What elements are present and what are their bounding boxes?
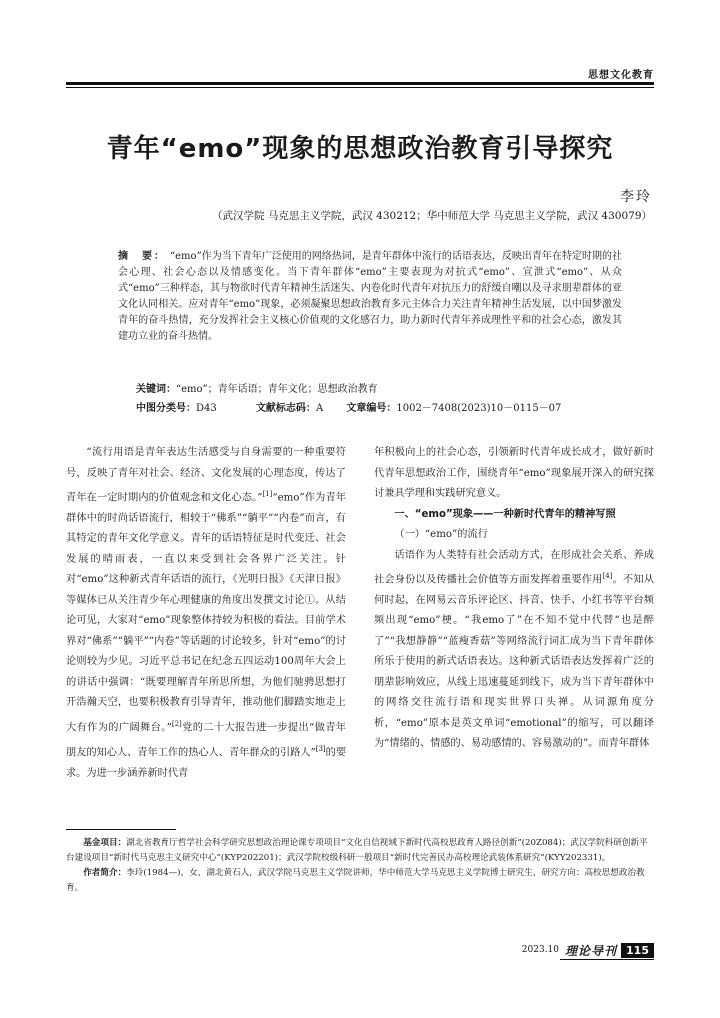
citation-ref[interactable]: [4] — [602, 572, 613, 580]
article-no-label: 文章编号： — [346, 403, 397, 414]
section-heading: 一、“emo”现象——一种新时代青年的精神写照 — [394, 508, 616, 520]
citation-ref[interactable]: [3] — [315, 744, 326, 753]
abstract — [118, 249, 622, 345]
classification-line — [136, 401, 573, 417]
doc-code-value: A — [315, 403, 324, 414]
author-note: 作者简介：李玲(1984—)，女，湖北黄石人，武汉学院马克思主义学院讲师，华中师范大学马克思主义学院博士研究生，研究方向：高校思想政治教育。 — [66, 868, 645, 893]
body-column-right — [374, 443, 654, 755]
author-affiliation: （武汉学院 马克思主义学院，武汉 430212；华中师范大学 马克思主义学院，武汉 430079） — [211, 210, 652, 222]
keywords-label: 关键词： — [136, 384, 176, 395]
author-bio-label: 作者简介： — [83, 868, 127, 878]
abstract-text: “emo”作为当下青年广泛使用的网络热词，是青年群体中流行的话语表达，反映出青年在特定时期的社会心理、社会心态以及情感变化。当下青年群体“emo”主要表现为对抗式“emo”、宣泄式“emo”、从众式“emo”三种样态，其与物欲时代青年精神生活迷失、内卷化时代青年对抗压力的舒缓自嘲以及寻求朋辈群体的亚文化认同相关。应对青年“emo”现象，必须凝聚思想政治教育多元主体合力关注青年精神生活发展，以中国梦激发青年的奋斗热情，充分发挥社会主义核心价值观的文化感召力，助力新时代青年养成理性平和的社会心态，激发其建功立业的奋斗热情。 — [118, 251, 622, 342]
article-author: 李玲 — [620, 189, 652, 205]
clc-value: D43 — [196, 403, 217, 414]
fund-label: 基金项目： — [83, 838, 127, 848]
footnotes — [66, 836, 654, 896]
running-header-section: 思想文化教育 — [588, 70, 654, 81]
keywords: “emo”；青年话语；青年文化；思想政治教育 — [176, 384, 378, 395]
citation-ref[interactable]: [1] — [262, 490, 273, 498]
body-paragraph: 年积极向上的社会心态，引领新时代青年成长成才，做好新时代青年思想政治工作，围绕青年“emo”现象展开深入的研究探讨兼具学理和实践研究意义。 — [374, 447, 654, 499]
fund-note: 基金项目：湖北省教育厅哲学社会科学研究思想政治理论课专项项目“文化自信视域下新时代高校思政育人路径创新”(20Z084)；武汉学院科研创新平台建设项目“新时代马克思主义研究中心”(KYP202201)；武汉学院校级科研一般项目“新时代完善民办高校理论武装体系研究”(KYY202331)。 — [66, 838, 648, 863]
footer-issue: 2023.10 — [521, 945, 560, 955]
abstract-label: 摘 要： — [118, 251, 167, 262]
footer-journal-name: 理论导刊 — [565, 943, 618, 958]
article-no-value: 1002－7408(2023)10－0115－07 — [396, 403, 562, 414]
page-footer — [522, 941, 654, 959]
body-paragraph: “流行用语是青年表达生活感受与自身需要的一种重要符号，反映了青年对社会、经济、文化发展的心理态度，传达了青年在一定时期内的价值观念和文化心态。”[1]“emo”作为青年群体中的时尚话语流行，相较于“佛系”“躺平”“内卷”而言，有其特定的青年文化学意义。青年的话语特征是时代变迁、社会发展的晴雨表，一直以来受到社会各界广泛关注。针对“emo”这种新式青年话语的流行，《光明日报》《天津日报》等媒体已从关注青少年心理健康的角度出发撰文讨论①。从结论可见，大家对“emo”现象整体持较为积极的看法。目前学术界对“佛系”“躺平”“内卷”等话题的讨论较多，针对“emo”的讨论则较为少见。习近平总书记在纪念五四运动100周年大会上的讲话中强调：“既要理解青年所思所想，为他们驰骋思想打开浩瀚天空，也要积极教育引导青年，推动他们脚踏实地走上大有作为的广阔舞台。”[2]党的二十大报告进一步提出“做青年朋友的知心人、青年工作的热心人、青年群众的引路人”[3]的要求。为进一步涵养新时代青 — [66, 447, 347, 779]
body-paragraph: 话语作为人类特有社会活动方式，在形成社会关系、养成社会身份以及传播社会价值等方面发挥着重要作用[4]。不知从何时起，在网易云音乐评论区、抖音、快手、小红书等平台频频出现“emo”梗。“我emo了”在不知不觉中代替“也是醉了”“我想静静”“蓝瘦香菇”等网络流行词汇成为当下青年群体所乐于使用的新式话语表达。这种新式话语表达发挥着广泛的朋辈影响效应，从线上迅速蔓延到线下，成为当下青年群体中的网络交往流行语和现实世界口头禅。从词源角度分析，“emo”原本是英文单词“emotional”的缩写，可以翻译为“情绪的、情感的、易动感情的、容易激动的”。而青年群体 — [374, 549, 655, 750]
clc-label: 中图分类号： — [136, 403, 196, 414]
doc-code-label: 文献标志码： — [255, 403, 316, 414]
body-column-left — [66, 443, 346, 784]
article-title: 青年“emo”现象的思想政治教育引导探究 — [106, 134, 614, 164]
citation-ref[interactable]: [2] — [171, 719, 182, 728]
header-rule — [66, 82, 654, 85]
footer-rule — [560, 959, 654, 960]
keywords-line — [136, 382, 378, 398]
page-number: 115 — [621, 943, 654, 958]
footnote-rule — [66, 829, 176, 830]
subsection-heading: （一）“emo”的流行 — [394, 529, 488, 540]
header-rule-thin — [66, 87, 654, 88]
